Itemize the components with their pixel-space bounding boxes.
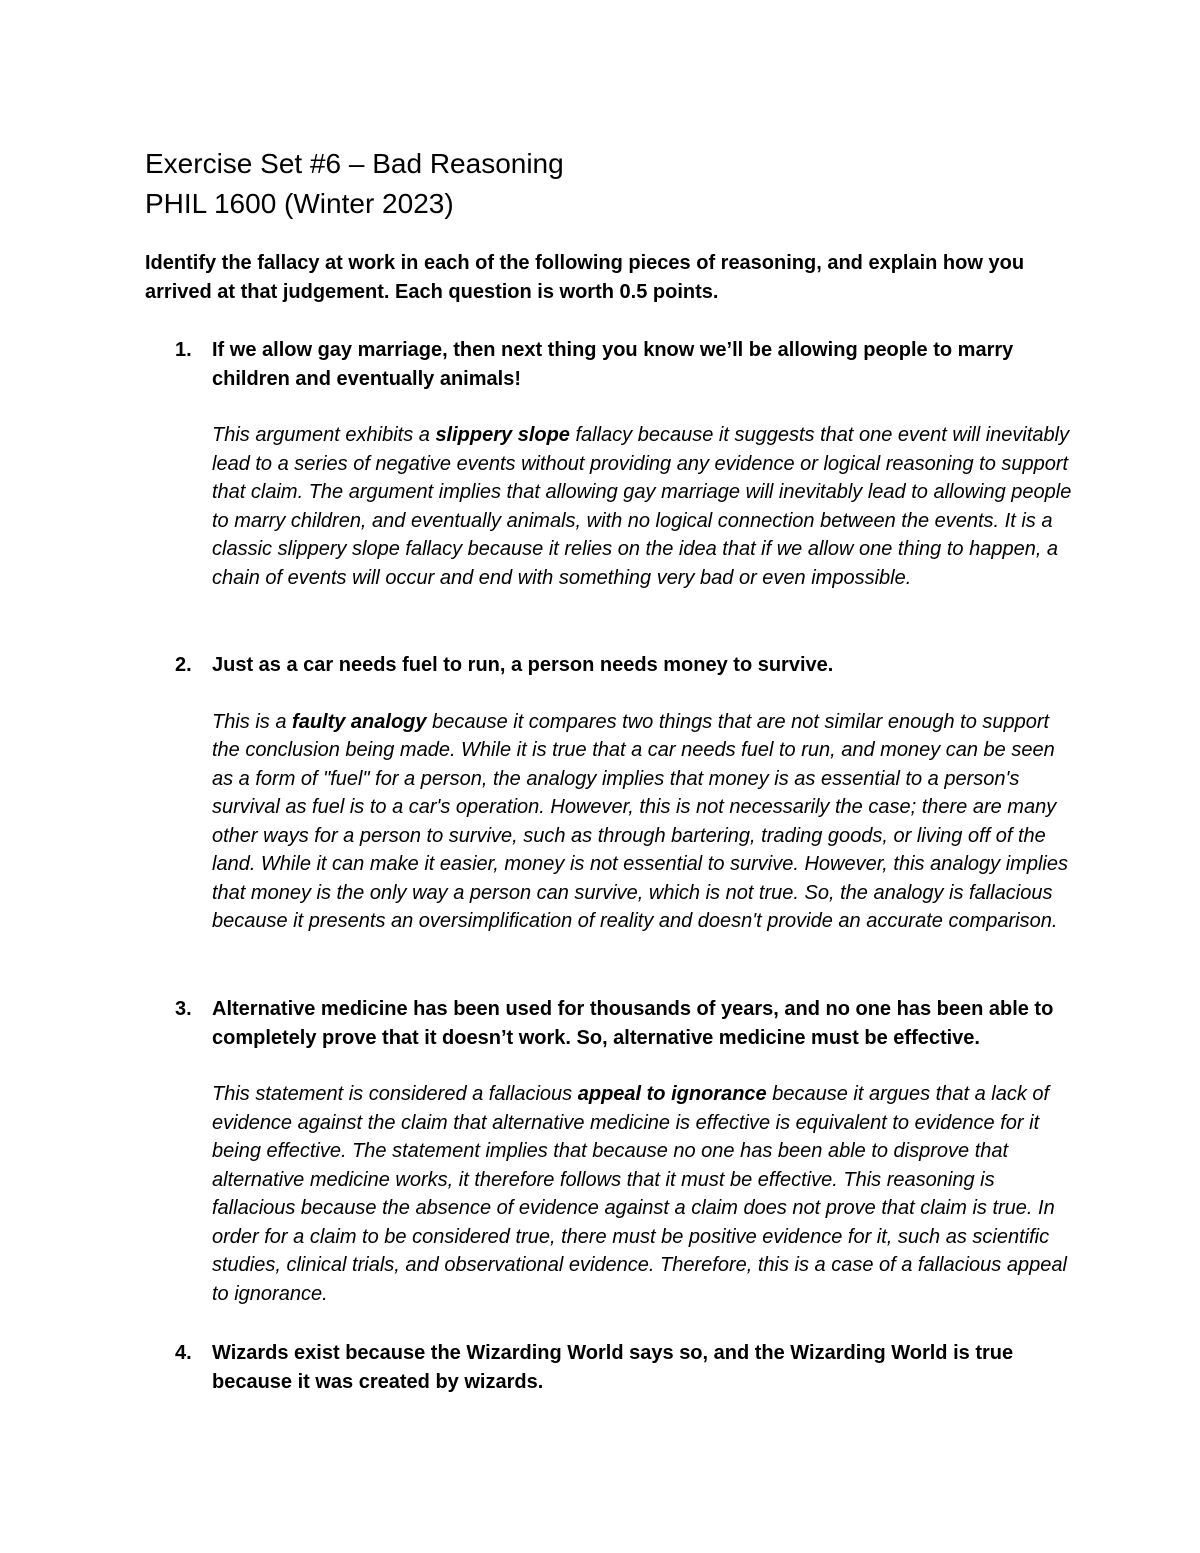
answer-text: This is a: [212, 710, 293, 733]
question-item: [145, 995, 1075, 1308]
question-number: 3.: [175, 998, 192, 1020]
course-title: PHIL 1600 (Winter 2023): [145, 188, 454, 219]
instructions: Identify the fallacy at work in each of the following pieces of reasoning, and explain how you arrived at that judgement. Each question is worth 0.5 points.: [145, 252, 1025, 303]
question-number: 2.: [175, 654, 192, 676]
question-prompt: If we allow gay marriage, then next thing you know we’ll be allowing people to marry children and eventually animals!: [212, 339, 1014, 390]
answer-text: This argument exhibits a: [212, 424, 436, 446]
question-number: 4.: [175, 1342, 192, 1364]
question-prompt: Alternative medicine has been used for thousands of years, and no one has been able to completely prove that it doesn’t work. So, alternative medicine must be effective.: [212, 998, 1054, 1049]
document-title: Exercise Set #6 – Bad Reasoning: [145, 148, 564, 179]
question-answer: [212, 708, 1072, 936]
fallacy-term: slippery slope: [435, 424, 570, 446]
fallacy-term: faulty analogy: [292, 710, 427, 733]
question-answer: [212, 421, 1072, 592]
question-number: 1.: [175, 339, 192, 361]
answer-text: fallacy because it suggests that one event will inevitably lead to a series of negative events without providing any evidence or logical reasoning to support that claim. The argument implies that allowing gay marriage will inevitably lead to allowing people to marry children, and eventually animals, with no logical connection between the events. It is a classic slippery slope fallacy because it relies on the idea that if we allow one thing to happen, a chain of events will occur and end with something very bad or even impossible.: [212, 424, 1072, 589]
question-item: [145, 1339, 1075, 1396]
question-prompt: Wizards exist because the Wizarding World says so, and the Wizarding World is true because it was created by wizards.: [212, 1342, 1014, 1393]
answer-text: because it compares two things that are not similar enough to support the conclusion being made. While it is true that a car needs fuel to run, and money can be seen as a form of "fuel" for a person, the analogy implies that money is as essential to a person's survival as fuel is to a car's operation. However, this is not necessarily the case; there are many other ways for a person to survive, such as through bartering, trading goods, or living off of the land. While it can make it easier, money is not essential to survive. However, this analogy implies that money is the only way a person can survive, which is not true. So, the analogy is fallacious because it presents an oversimplification of reality and doesn't provide an accurate comparison.: [212, 710, 1068, 932]
answer-text: because it argues that a lack of evidence against the claim that alternative medicine is effective is equivalent to evidence for it being effective. The statement implies that because no one has been able to disprove that alternative medicine works, it therefore follows that it must be effective. This reasoning is fallacious because the absence of evidence against a claim does not prove that claim is true. In order for a claim to be considered true, there must be positive evidence for it, such as scientific studies, clinical trials, and observational evidence. Therefore, this is a case of a fallacious appeal to ignorance.: [212, 1083, 1067, 1305]
question-item: [145, 651, 1075, 936]
question-prompt: Just as a car needs fuel to run, a person needs money to survive.: [212, 654, 834, 676]
question-answer: [212, 1080, 1072, 1308]
question-item: [145, 336, 1075, 592]
fallacy-term: appeal to ignorance: [577, 1083, 767, 1105]
answer-text: This statement is considered a fallacious: [212, 1083, 578, 1105]
